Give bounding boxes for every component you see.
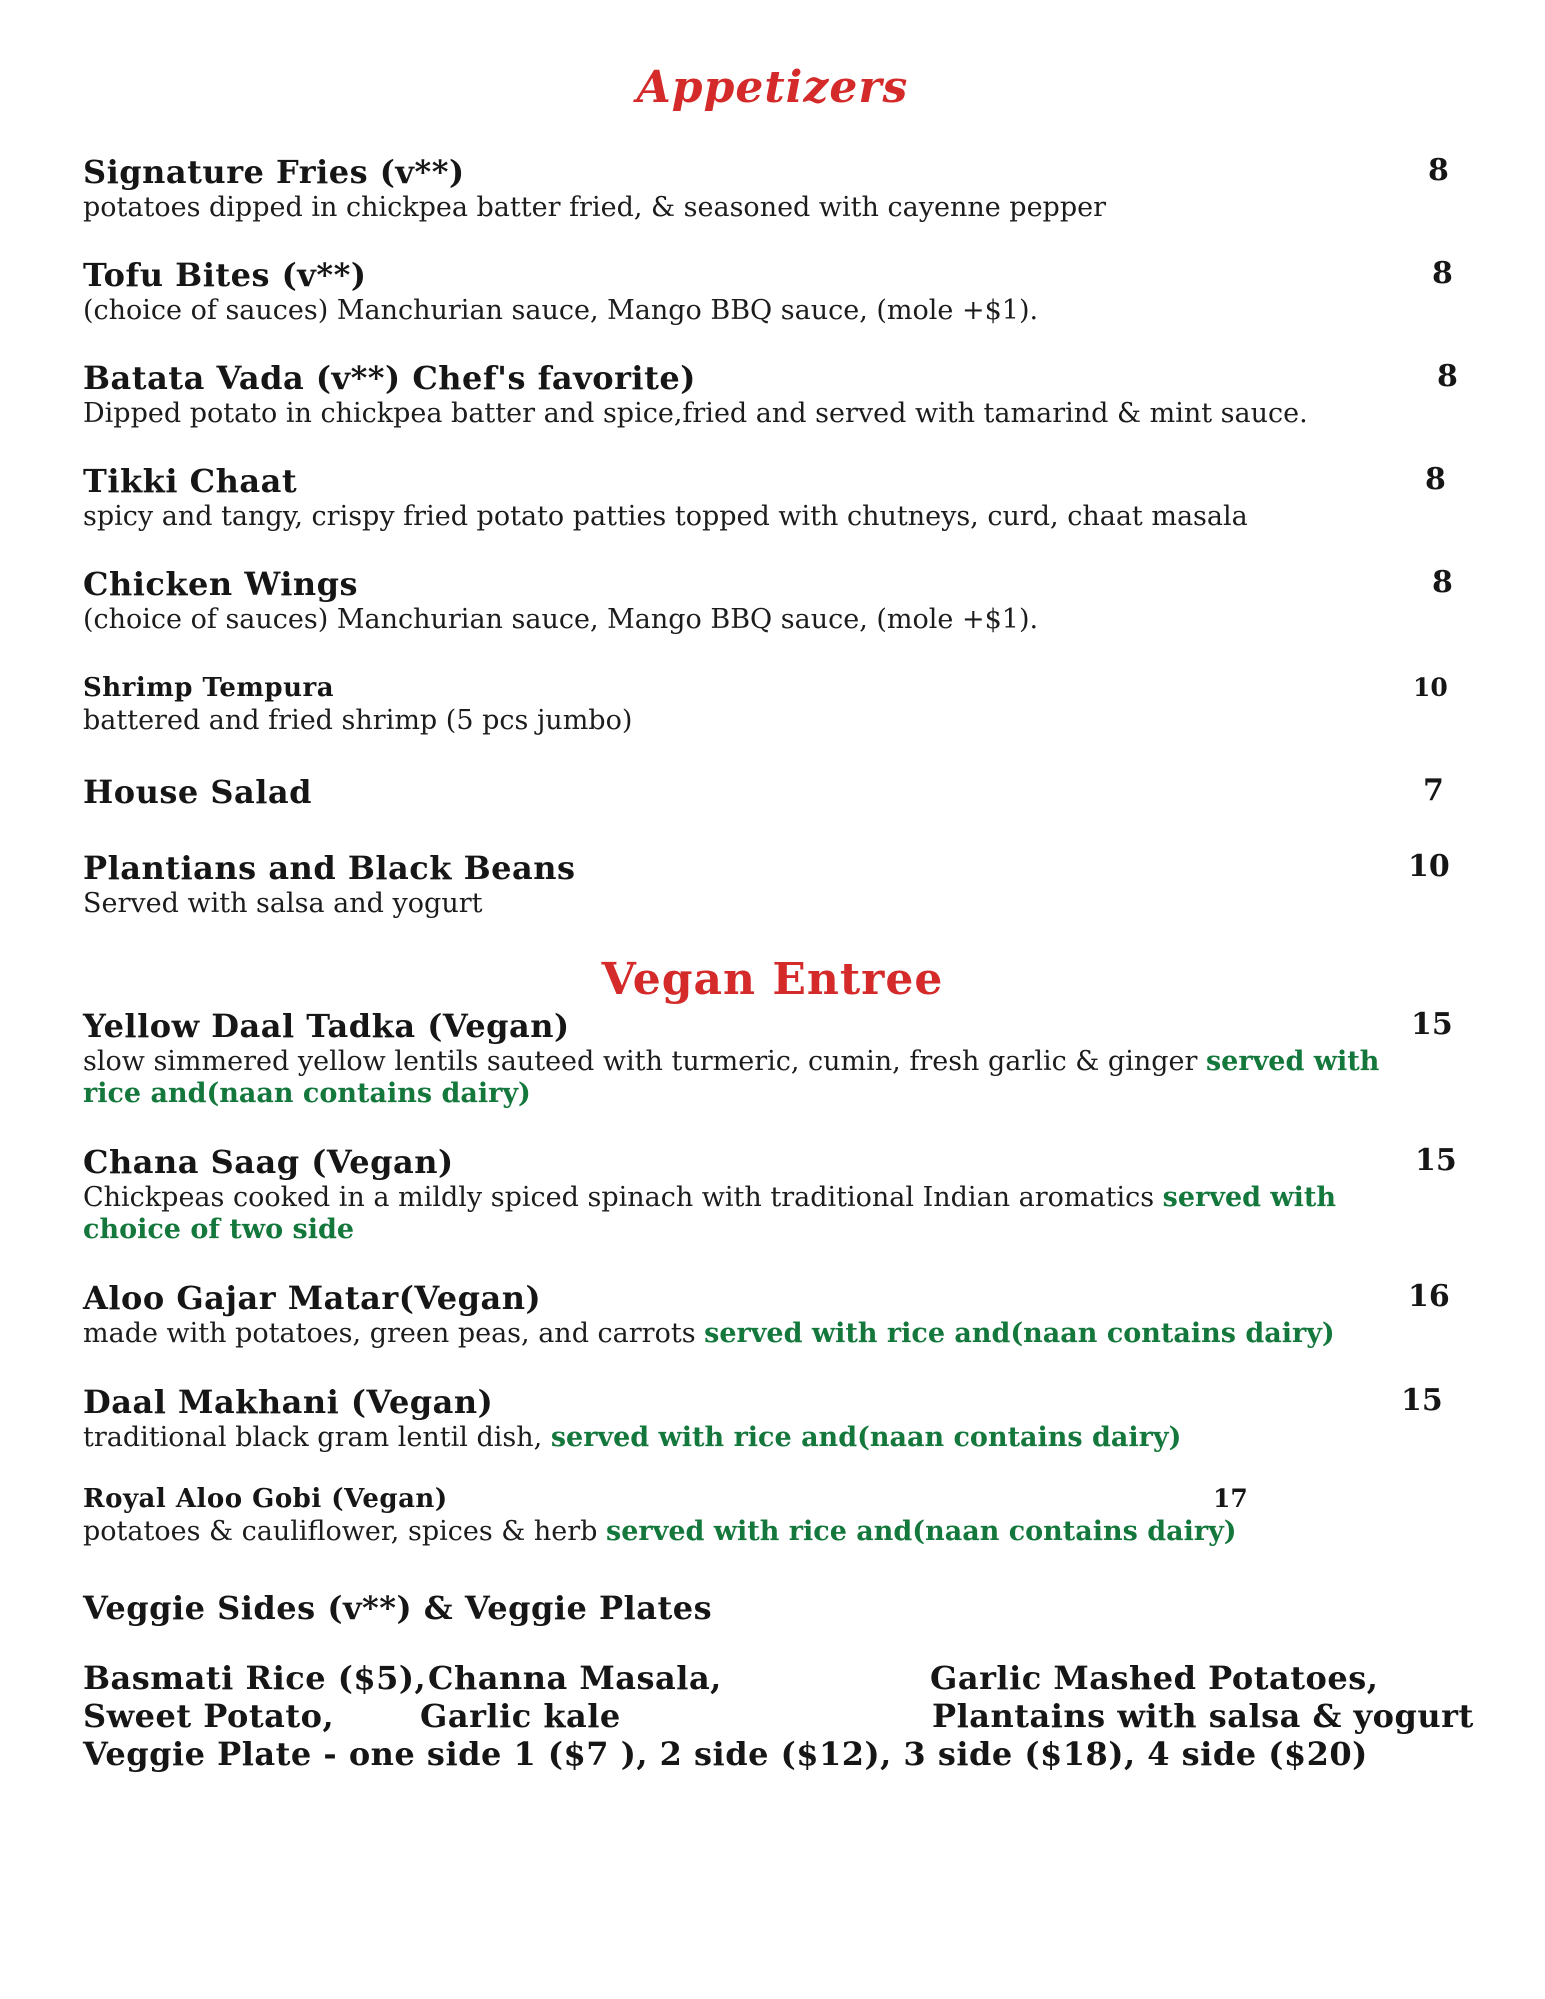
vegan-entree-title: Vegan Entree	[601, 954, 944, 1005]
description-text: Chickpeas cooked in a mildly spiced spinach with traditional Indian aromatics	[83, 1182, 1163, 1213]
item-price: 15	[1415, 1143, 1457, 1178]
item-name: Plantians and Black Beans	[83, 849, 576, 887]
item-description: Dipped potato in chickpea batter and spice,fried and served with tamarind & mint sauce.	[83, 398, 1308, 429]
item-name: Chana Saag (Vegan)	[83, 1143, 454, 1181]
item-price: 8	[1425, 462, 1446, 497]
item-description: Served with salsa and yogurt	[83, 888, 483, 919]
item-price: 8	[1432, 565, 1453, 600]
veggie-sides-heading: Veggie Sides (v**) & Veggie Plates	[83, 1589, 713, 1627]
item-description	[83, 1318, 1335, 1350]
side-sweet-potato: Sweet Potato,	[83, 1697, 335, 1735]
description-text: slow simmered yellow lentils sauteed with turmeric, cumin, fresh garlic & ginger	[83, 1046, 1206, 1077]
item-description	[83, 1516, 1237, 1548]
item-description	[83, 1046, 1413, 1110]
item-name: Chicken Wings	[83, 565, 358, 603]
item-price: 10	[1408, 849, 1450, 884]
item-description: spicy and tangy, crispy fried potato patties topped with chutneys, curd, chaat masala	[83, 501, 1248, 532]
item-description: (choice of sauces) Manchurian sauce, Mango BBQ sauce, (mole +$1).	[83, 604, 1039, 635]
item-name: Signature Fries (v**)	[83, 153, 465, 191]
item-price: 16	[1408, 1279, 1450, 1314]
description-text: potatoes & cauliflower, spices & herb	[83, 1516, 607, 1547]
serving-note: served with rice and(naan contains dairy)	[550, 1422, 1182, 1453]
item-name: Tofu Bites (v**)	[83, 256, 367, 294]
description-text: traditional black gram lentil dish,	[83, 1422, 551, 1453]
side-channa-masala: Channa Masala,	[428, 1659, 722, 1697]
item-price: 17	[1213, 1484, 1248, 1513]
appetizers-title: Appetizers	[636, 62, 909, 113]
serving-note: served with rice and(naan contains dairy)	[606, 1516, 1237, 1547]
item-name: Aloo Gajar Matar(Vegan)	[83, 1279, 542, 1317]
item-description	[83, 1182, 1383, 1246]
item-description: battered and fried shrimp (5 pcs jumbo)	[83, 705, 633, 736]
item-description: potatoes dipped in chickpea batter fried, & seasoned with cayenne pepper	[83, 192, 1106, 223]
item-price: 15	[1411, 1007, 1453, 1042]
item-name: Batata Vada (v**) Chef's favorite)	[83, 359, 696, 397]
item-description	[83, 1422, 1181, 1454]
item-price: 7	[1423, 773, 1444, 808]
item-name: Yellow Daal Tadka (Vegan)	[83, 1007, 570, 1045]
veggie-plate-pricing: Veggie Plate - one side 1 ($7 ), 2 side ($12), 3 side ($18), 4 side ($20)	[83, 1735, 1368, 1773]
item-name: House Salad	[83, 773, 312, 811]
item-name: Shrimp Tempura	[83, 673, 335, 703]
item-name: Tikki Chaat	[83, 462, 298, 500]
side-garlic-kale: Garlic kale	[420, 1697, 621, 1735]
item-price: 8	[1437, 359, 1458, 394]
side-basmati-rice: Basmati Rice ($5),	[83, 1659, 427, 1697]
item-description: (choice of sauces) Manchurian sauce, Mango BBQ sauce, (mole +$1).	[83, 295, 1039, 326]
item-price: 10	[1413, 673, 1448, 702]
item-price: 15	[1401, 1383, 1443, 1418]
serving-note: served with choice of two side	[83, 1182, 1337, 1245]
item-name: Royal Aloo Gobi (Vegan)	[83, 1484, 448, 1514]
item-name: Daal Makhani (Vegan)	[83, 1383, 494, 1421]
serving-note: served with rice and(naan contains dairy)	[83, 1046, 1380, 1109]
side-plantains: Plantains with salsa & yogurt	[932, 1697, 1474, 1735]
side-garlic-mashed-potatoes: Garlic Mashed Potatoes,	[930, 1659, 1379, 1697]
serving-note: served with rice and(naan contains dairy)	[704, 1318, 1335, 1349]
description-text: made with potatoes, green peas, and carrots	[83, 1318, 705, 1349]
item-price: 8	[1432, 256, 1453, 291]
item-price: 8	[1428, 153, 1449, 188]
